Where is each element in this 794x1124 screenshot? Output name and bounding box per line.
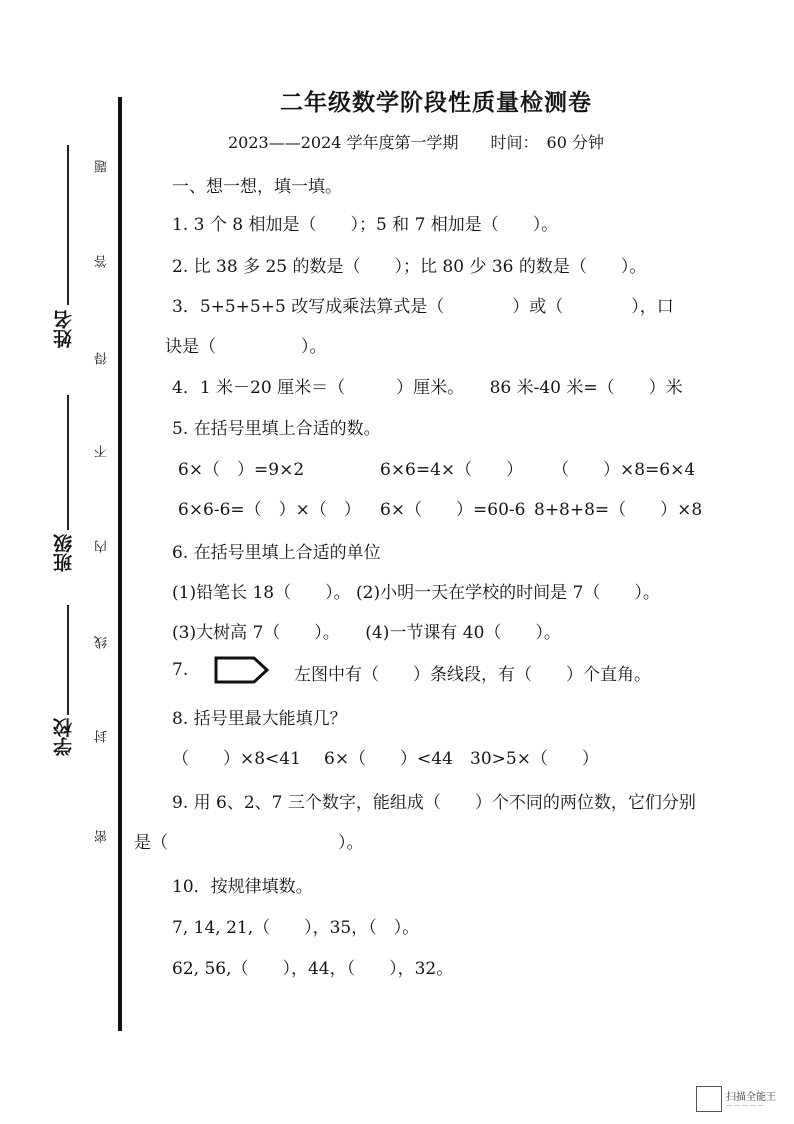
question-10-row-1: 7, 14, 21,（ ），35，（ ）。	[172, 918, 420, 938]
seal-char: 得	[95, 352, 110, 365]
class-label: 班级	[53, 534, 75, 572]
question-2: 2. 比 38 多 25 的数是（ ）；比 80 少 36 的数是（ ）。	[172, 257, 647, 277]
question-5: 5. 在括号里填上合适的数。	[172, 419, 381, 439]
question-9-line-2: 是（ ）。	[134, 833, 364, 853]
question-8-item: 30>5×（ ）	[470, 749, 599, 769]
seal-char: 题	[95, 160, 110, 173]
scanner-logo-subtext: — — — — —	[726, 1102, 764, 1109]
question-8-item: 6×（ ）<44	[324, 749, 453, 769]
question-4: 4．1 米－20 厘米＝（ ）厘米。 86 米-40 米=（ ）米	[172, 378, 683, 398]
question-1: 1. 3 个 8 相加是（ ）；5 和 7 相加是（ ）。	[172, 215, 559, 235]
name-blank-line	[67, 145, 69, 305]
question-3-line-1: 3．5+5+5+5 改写成乘法算式是（ ）或（ ），口	[172, 297, 674, 317]
seal-char: 内	[95, 540, 110, 553]
qr-code-icon	[696, 1086, 722, 1112]
question-5-item: 6×（ ）=60-6	[380, 500, 526, 520]
exam-subtitle: 2023——2024 学年度第一学期 时间： 60 分钟	[228, 133, 604, 152]
question-7-number: 7.	[172, 660, 189, 680]
seal-char: 密	[95, 830, 110, 843]
question-5-item: 8+8+8=（ ）×8	[534, 500, 703, 520]
seal-char: 不	[95, 445, 110, 458]
seal-char: 封	[95, 730, 110, 743]
question-10: 10．按规律填数。	[172, 877, 313, 897]
question-6: 6. 在括号里填上合适的单位	[172, 543, 381, 563]
seal-char: 线	[95, 636, 110, 649]
question-5-item: （ ）×8=6×4	[552, 460, 696, 480]
school-label: 学校	[53, 718, 75, 756]
seal-char: 答	[95, 255, 110, 268]
binding-margin-rule	[118, 97, 122, 1031]
scanner-logo-text: 扫描全能王	[726, 1092, 776, 1103]
section-heading: 一、想一想，填一填。	[172, 177, 342, 197]
question-8: 8. 括号里最大能填几？	[172, 709, 347, 729]
name-label: 姓名	[53, 310, 75, 348]
question-5-item: 6×6-6=（ ）×（ ）	[178, 500, 361, 520]
question-5-item: 6×（ ）=9×2	[178, 460, 305, 480]
question-8-item: （ ）×8<41	[172, 749, 301, 769]
question-3-line-2: 诀是（ ）。	[165, 337, 327, 357]
class-blank-line	[67, 395, 69, 530]
question-7-text: 左图中有（ ）条线段，有（ ）个直角。	[294, 665, 651, 685]
school-blank-line	[67, 605, 69, 715]
question-9-line-1: 9. 用 6、2、7 三个数字，能组成（ ）个不同的两位数，它们分别	[172, 793, 696, 813]
question-5-item: 6×6=4×（ ）	[380, 460, 524, 480]
page-title: 二年级数学阶段性质量检测卷	[280, 89, 592, 116]
question-6-row-1: (1)铅笔长 18（ ）。 (2)小明一天在学校的时间是 7（ ）。	[172, 583, 660, 603]
pentagon-figure	[214, 656, 270, 684]
question-6-row-2: (3)大树高 7（ ）。 (4)一节课有 40（ ）。	[172, 623, 561, 643]
question-10-row-2: 62, 56,（ ），44，（ ），32。	[172, 959, 454, 979]
